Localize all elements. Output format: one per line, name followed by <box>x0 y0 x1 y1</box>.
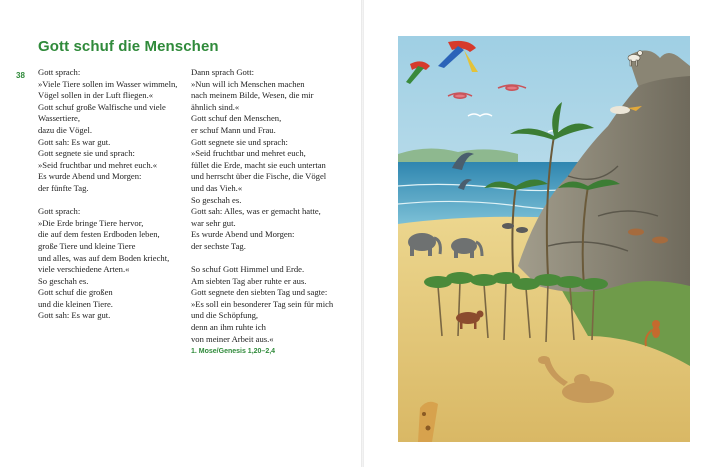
creation-illustration <box>398 36 690 442</box>
text-line: Gott schuf die großen <box>38 287 113 298</box>
stanza-gap <box>191 253 361 265</box>
text-line: von meiner Arbeit aus.« <box>191 333 274 344</box>
text-line: der fünfte Tag. <box>38 182 89 193</box>
text-line: So geschah es. <box>38 275 89 286</box>
text-line: nach meinem Bilde, Wesen, die mir <box>191 90 314 101</box>
text-line: Es wurde Abend und Morgen: <box>191 229 295 240</box>
text-line: und herrscht über die Fische, die Vögel <box>191 171 327 182</box>
text-line: Dann sprach Gott: <box>191 67 255 77</box>
text-line: »Es soll ein besonderer Tag sein für mich <box>191 298 334 309</box>
text-line: Gott sprach: <box>38 67 81 77</box>
text-line: Gott sah: Es war gut. <box>38 136 111 147</box>
page-number: 38 <box>16 71 25 80</box>
text-line: und das Vieh.« <box>191 182 243 193</box>
text-line: Gott sah: Alles, was er gemacht hatte, <box>191 206 321 217</box>
text-line: So geschah es. <box>191 194 242 205</box>
text-line: Gott sprach: <box>38 206 81 217</box>
stanza-gap <box>38 195 198 207</box>
page-title: Gott schuf die Menschen <box>38 38 219 55</box>
text-line: »Seid fruchtbar und mehret euch, <box>191 148 306 159</box>
text-line: Gott schuf große Walfische und viele <box>38 101 166 112</box>
text-line: ähnlich sind.« <box>191 101 240 112</box>
text-line: viele verschiedene Arten.« <box>38 264 130 275</box>
text-line: »Die Erde bringe Tiere hervor, <box>38 217 144 228</box>
text-line: »Nun will ich Menschen machen <box>191 78 305 89</box>
text-line: dazu die Vögel. <box>38 124 93 135</box>
text-line: Gott segnete den siebten Tag und sagte: <box>191 287 328 298</box>
text-line: er schuf Mann und Frau. <box>191 124 276 135</box>
page-gutter <box>361 0 364 467</box>
text-line: denn an ihm ruhte ich <box>191 322 266 333</box>
text-line: Gott segnete sie und sprach: <box>38 148 135 159</box>
text-line: »Viele Tiere sollen im Wasser wimmeln, <box>38 78 178 89</box>
text-line: Wassertiere, <box>38 113 81 124</box>
text-line: die auf dem festen Erdboden leben, <box>38 229 160 240</box>
text-line: Es wurde Abend und Morgen: <box>38 171 142 182</box>
bible-reference: 1. Mose/Genesis 1,20–2,4 <box>191 348 276 356</box>
left-text-column <box>38 67 198 322</box>
text-line: und die Schöpfung, <box>191 310 259 321</box>
text-line: So schuf Gott Himmel und Erde. <box>191 264 305 275</box>
right-text-column <box>191 67 361 358</box>
text-line: Gott segnete sie und sprach: <box>191 136 288 147</box>
text-line: und alles, was auf dem Boden kriecht, <box>38 252 170 263</box>
text-line: war sehr gut. <box>191 217 236 228</box>
text-line: füllet die Erde, macht sie euch untertan <box>191 159 326 170</box>
text-line: große Tiere und kleine Tiere <box>38 240 136 251</box>
text-line: und die kleinen Tiere. <box>38 298 113 309</box>
text-line: Am siebten Tag aber ruhte er aus. <box>191 275 307 286</box>
text-line: Gott schuf den Menschen, <box>191 113 282 124</box>
text-line: »Seid fruchtbar und mehret euch.« <box>38 159 158 170</box>
text-line: der sechste Tag. <box>191 240 246 251</box>
text-line: Vögel sollen in der Luft fliegen.« <box>38 90 154 101</box>
text-line: Gott sah: Es war gut. <box>38 310 111 321</box>
